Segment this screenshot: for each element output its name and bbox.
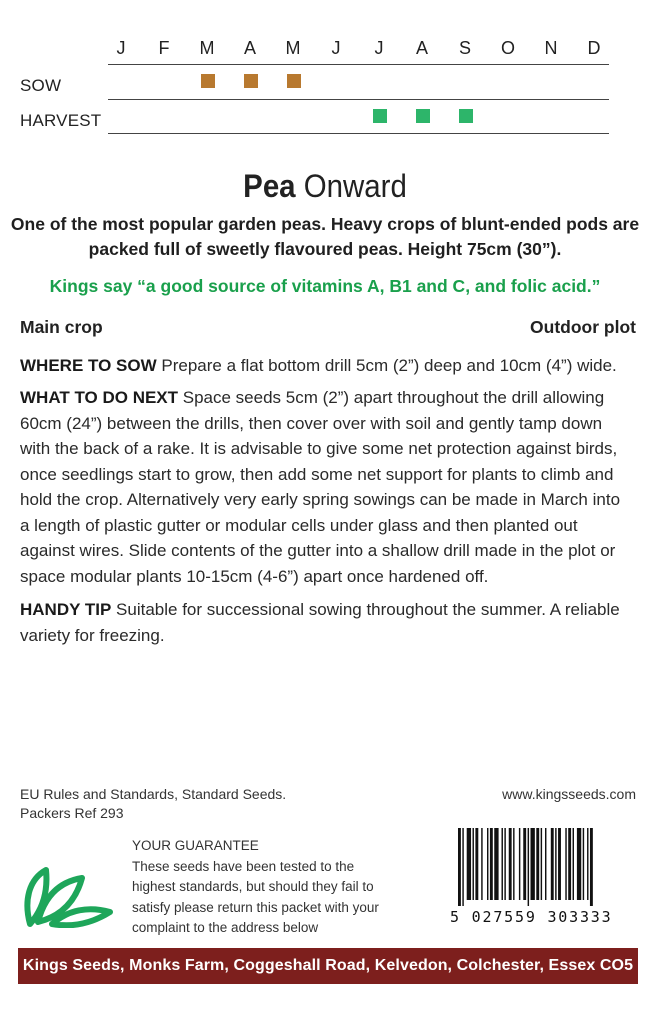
- barcode-bar: [528, 828, 529, 906]
- barcode-bar: [583, 828, 584, 900]
- barcode-bar: [467, 828, 471, 900]
- handy-tip-section: [20, 597, 632, 648]
- handy-tip-text: Suitable for successional sowing throughout the summer. A reliable variety for freezing.: [20, 600, 620, 645]
- harvest-row-label: HARVEST: [20, 111, 102, 130]
- variety-name: Onward: [303, 168, 407, 204]
- month-label: A: [243, 38, 256, 58]
- product-description: One of the most popular garden peas. Heavy crops of blunt-ended pods are packed full of sweetly flavoured peas. Height 75cm (30”).: [10, 214, 640, 259]
- sow-marker-may: [287, 74, 301, 88]
- month-label: J: [331, 38, 341, 58]
- sow-marker-apr: [244, 74, 258, 88]
- guarantee-block: [132, 836, 392, 939]
- barcode-bar: [473, 828, 474, 900]
- address-footer: Kings Seeds, Monks Farm, Coggeshall Road, Kelvedon, Colchester, Essex CO5 9PG: [18, 948, 638, 984]
- barcode-number: 5 027559 303333: [450, 908, 613, 926]
- handy-tip-heading: HANDY TIP: [20, 600, 112, 619]
- barcode-bar: [513, 828, 514, 900]
- guarantee-text: These seeds have been tested to the highest standards, but should they fail to satisfy please return this packet with your complaint to the address below: [132, 858, 379, 935]
- month-label: A: [415, 38, 428, 58]
- crop-type: Main crop: [20, 317, 103, 337]
- where-to-sow-text: Prepare a flat bottom drill 5cm (2”) deep and 10cm (4”) wide.: [156, 356, 617, 375]
- month-label: J: [116, 38, 126, 58]
- leaves-logo-icon: [22, 852, 114, 928]
- eu-rules-text: EU Rules and Standards, Standard Seeds.: [20, 786, 287, 802]
- barcode-bar: [541, 828, 542, 900]
- what-to-do-next-section: [20, 385, 632, 589]
- month-label: M: [285, 38, 301, 58]
- barcode-bar: [490, 828, 493, 900]
- barcode-bar: [568, 828, 571, 900]
- where-to-sow-section: [20, 353, 632, 379]
- what-to-do-next-text: Space seeds 5cm (2”) apart throughout the drill allowing 60cm (24”) between the drills, then cover over with soil and gently tamp down with the back of a rake. It is advisable to give some net protection against birds, once seedlings start to grow, then add some net support for plants to climb and hold the crop. Alternatively very early spring sowings can be made in March into a length of plastic gutter or modular cells under glass and then planted out against wires. Slide contents of the gutter into a shallow drill made in the plot or space modular plants 10-15cm (4-6”) apart once hardened off.: [20, 388, 621, 586]
- barcode-bar: [531, 828, 535, 900]
- harvest-marker-aug: [416, 109, 430, 123]
- guarantee-heading: YOUR GUARANTEE: [132, 838, 259, 853]
- barcode-bar: [509, 828, 512, 900]
- nutrition-quote: Kings say “a good source of vitamins A, B1 and C, and folic acid.”: [49, 276, 601, 296]
- barcode-bar: [504, 828, 505, 900]
- sow-marker-mar: [201, 74, 215, 88]
- harvest-marker-jul: [373, 109, 387, 123]
- month-label: M: [199, 38, 215, 58]
- sow-row-label: SOW: [20, 76, 62, 95]
- product-title: [26, 166, 624, 206]
- barcode-bar: [590, 828, 593, 906]
- barcode-bar: [494, 828, 498, 900]
- what-to-do-next-heading: WHAT TO DO NEXT: [20, 388, 179, 407]
- month-label: N: [544, 38, 558, 58]
- month-label: O: [500, 38, 515, 58]
- barcode-bar: [475, 828, 478, 900]
- website-link[interactable]: www.kingsseeds.com: [502, 786, 636, 802]
- barcode-bar: [565, 828, 566, 900]
- barcode-bar: [502, 828, 503, 900]
- barcode-bar: [462, 828, 463, 906]
- plot-type: Outdoor plot: [530, 317, 636, 337]
- barcode-bar: [587, 828, 588, 900]
- harvest-row-line: [108, 133, 609, 134]
- product-name: Pea: [243, 168, 296, 204]
- barcode-bar: [458, 828, 461, 906]
- barcode-bar: [545, 828, 546, 900]
- barcode-bar: [519, 828, 520, 900]
- where-to-sow-heading: WHERE TO SOW: [20, 356, 157, 375]
- month-label: S: [458, 38, 471, 58]
- barcode-bar: [536, 828, 539, 900]
- month-label: F: [158, 38, 170, 58]
- month-label: J: [374, 38, 384, 58]
- barcode-bar: [481, 828, 482, 900]
- barcode-bar: [523, 828, 526, 900]
- barcode-bar: [551, 828, 554, 900]
- barcode-bar: [558, 828, 561, 900]
- barcode-bar: [577, 828, 581, 900]
- harvest-marker-sep: [459, 109, 473, 123]
- packers-ref: Packers Ref 293: [20, 805, 124, 821]
- barcode-bar: [555, 828, 556, 900]
- calendar-divider: [108, 64, 609, 65]
- sow-row-line: [108, 99, 609, 100]
- barcode-bar: [573, 828, 574, 900]
- barcode-bar: [487, 828, 488, 900]
- month-label: D: [587, 38, 601, 58]
